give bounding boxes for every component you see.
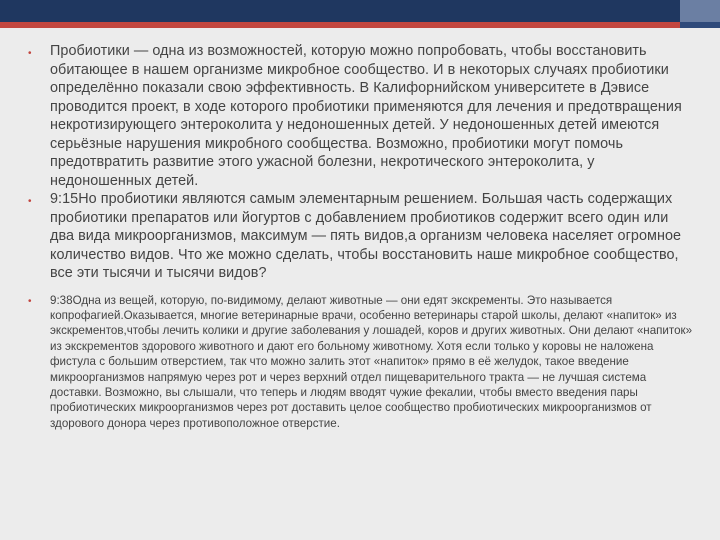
header-accent-line xyxy=(0,22,720,28)
bullet-marker: • xyxy=(28,48,32,59)
header-bar-corner xyxy=(680,0,720,22)
bullet-item-2 xyxy=(28,190,693,283)
bullet-text-2: 9:15Но пробиотики являются самым элементарным решением. Большая часть содержащих пробиотики препаратов или йогуртов с добавлением пробиотиков содержит всего один или два вида микроорганизмов, максимум — пять видов,а организм человека населяет огромное количество видов. Что же можно сделать, чтобы восстановить наше микробное сообщество, все эти тысячи и тысячи видов? xyxy=(50,191,682,281)
bullet-text-3: 9:38Одна из вещей, которую, по-видимому, делают животные — они едят экскременты. Это называется копрофагией.Оказывается, многие ветеринарные врачи, особенно ветеринары старой школы, делают «напиток» из экскрементов,чтобы лечить колики и другие заболевания у лошадей, коров и других животных. Они делают «напиток» из экскрементов здорового животного и дают его больному животному. Хотя если только у коровы не наложена фистула с большим отверстием, так что можно залить этот «напиток» прямо в её желудок, такое введение микроорганизмов напрямую через рот и через верхний отдел пищеварительного тракта — не лучшая система доставки. Возможно, вы слышали, что теперь и людям вводят чужие фекалии, чтобы вместо введения пары пробиотических микроорганизмов через рот доставить целое сообщество пробиотических микроорганизмов от здорового донора через противоположное отверстие. xyxy=(50,293,693,430)
bullet-marker: • xyxy=(28,295,32,307)
bullet-item-1 xyxy=(28,42,693,190)
bullet-item-3 xyxy=(28,293,693,432)
bullet-marker: • xyxy=(28,196,32,207)
slide-header-bar xyxy=(0,0,720,22)
accent-line-corner xyxy=(680,22,720,28)
bullet-text-1: Пробиотики — одна из возможностей, которую можно попробовать, чтобы восстановить обитающее в нашем организме микробное сообщество. И в некоторых случаях пробиотики определённо показали свою эффективность. В Калифорнийском университете в Дэвисе проводится проект, в ходе которого пробиотики применяются для лечения и предотвращения некротизирующего энтероколита у недоношенных детей. У недоношенных детей имеются серьёзные нарушения микробного сообщества. Возможно, пробиотики могут помочь предотвратить развитие этого ужасной болезни, некротического энтероколита, у недоношенных детей. xyxy=(50,43,682,189)
slide-body xyxy=(28,42,693,431)
